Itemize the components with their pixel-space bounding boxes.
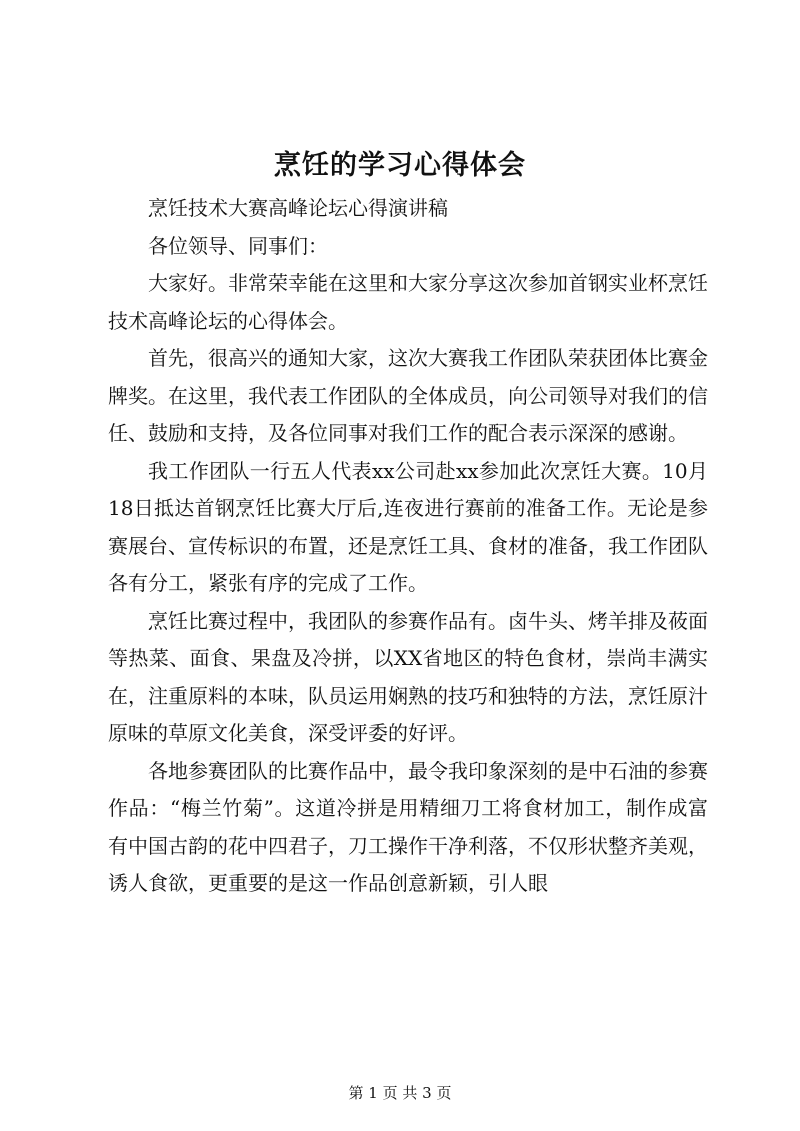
page-footer: 第 1 页 共 3 页 bbox=[348, 1084, 452, 1102]
document-title: 烹饪的学习心得体会 bbox=[274, 150, 526, 181]
paragraph-subtitle: 烹饪技术大赛高峰论坛心得演讲稿 bbox=[148, 196, 448, 220]
paragraph-salutation: 各位领导、同事们： bbox=[148, 233, 328, 258]
paragraph: 我工作团队一行五人代表xx公司赴xx参加此次烹饪大赛。10月18日抵达首钢烹饪比赛大厅后,连夜进行赛前的准备工作。无论是参赛展台、宣传标识的布置，还是烹饪工具、食材的准备，我工作团队各有分工，紧张有序的完成了工作。 bbox=[108, 458, 708, 595]
paragraph: 烹饪比赛过程中，我团队的参赛作品有。卤牛头、烤羊排及莜面等热菜、面食、果盘及冷拼，以XX省地区的特色食材，崇尚丰满实在，注重原料的本味，队员运用娴熟的技巧和独特的方法，烹饪原汁原味的草原文化美食，深受评委的好评。 bbox=[108, 608, 708, 745]
paragraph: 首先，很高兴的通知大家，这次大赛我工作团队荣获团体比赛金牌奖。在这里，我代表工作团队的全体成员，向公司领导对我们的信任、鼓励和支持，及各位同事对我们工作的配合表示深深的感谢。 bbox=[108, 346, 708, 445]
document-body bbox=[108, 190, 708, 903]
paragraph: 各地参赛团队的比赛作品中，最令我印象深刻的是中石油的参赛作品：“梅兰竹菊”。这道冷拼是用精细刀工将食材加工，制作成富有中国古韵的花中四君子，刀工操作干净利落，不仅形状整齐美观，诱人食欲，更重要的是这一作品创意新颖，引人眼 bbox=[108, 758, 708, 895]
paragraph: 大家好。非常荣幸能在这里和大家分享这次参加首钢实业杯烹饪技术高峰论坛的心得体会。 bbox=[108, 271, 708, 333]
